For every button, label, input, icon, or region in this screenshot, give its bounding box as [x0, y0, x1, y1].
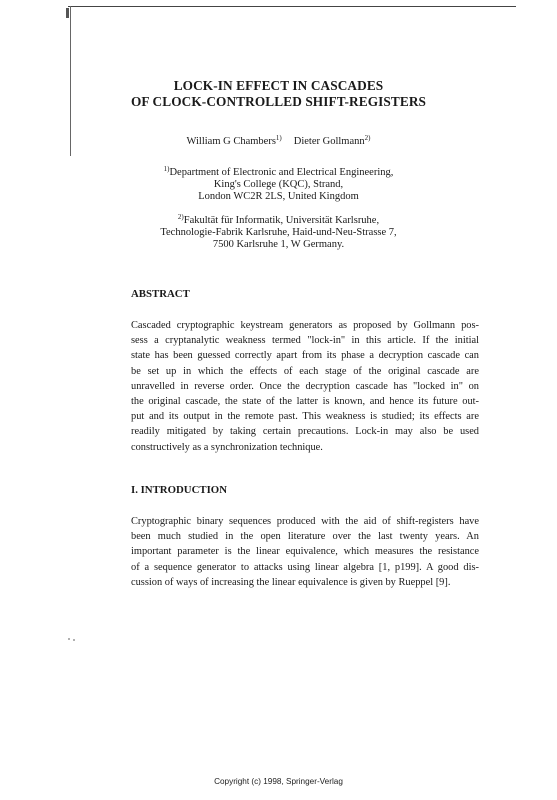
abstract-body	[131, 318, 479, 455]
introduction-heading: I. INTRODUCTION	[131, 484, 227, 496]
author-name: Dieter Gollmann	[293, 136, 365, 147]
text-line: important parameter is the linear equivalence, which measures the resistance	[131, 546, 479, 558]
affiliation-line: King's College (KQC), Strand,	[213, 179, 344, 190]
affiliation-line: 7500 Karlsruhe 1, W Germany.	[212, 239, 345, 250]
author-mark: 1)	[275, 134, 282, 142]
affiliation-mark: 2)	[177, 213, 184, 221]
affiliation-line: London WC2R 2LS, United Kingdom	[198, 191, 359, 202]
affiliation-line: Department of Electronic and Electrical Engineering,	[169, 167, 394, 178]
text-line: state has been guessed correctly apart from its phase a decryption cascade can	[131, 350, 479, 362]
text-line: constructively as a synchronization technique.	[131, 441, 323, 453]
top-rule	[68, 6, 516, 7]
text-line: sess a cryptanalytic weakness termed "lock-in" in this article. If the initial	[131, 335, 479, 347]
copyright-notice: Copyright (c) 1998, Springer-Verlag	[214, 777, 343, 786]
paper-title	[0, 78, 557, 110]
scan-mark	[66, 8, 69, 18]
affiliation-mark: 1)	[163, 165, 170, 173]
text-line: the original cascade, the state of the latter is known, and hence its future out-	[131, 396, 479, 408]
introduction-body	[131, 514, 479, 590]
affiliation-line: Technologie-Fabrik Karlsruhe, Haid-und-Neu-Strasse 7,	[160, 227, 397, 238]
text-line: put and its output in the remote past. This weakness is studied; its effects are	[131, 411, 479, 423]
author-mark: 2)	[364, 134, 371, 142]
affiliation-line: Fakultät für Informatik, Universität Karlsruhe,	[183, 215, 380, 226]
text-line: cussion of ways of increasing the linear equivalence is given by Rueppel [9].	[131, 576, 451, 588]
abstract-heading: ABSTRACT	[131, 288, 190, 300]
text-line: Cryptographic binary sequences produced with the aid of shift-registers have	[131, 516, 479, 527]
author-list	[0, 132, 557, 148]
text-line: of a sequence generator to attacks using linear algebra [1, p199]. A good dis-	[131, 561, 479, 573]
text-line: Cascaded cryptographic keystream generators as proposed by Gollmann pos-	[131, 320, 479, 331]
title-line-2: OF CLOCK-CONTROLLED SHIFT-REGISTERS	[130, 94, 427, 109]
scan-dot	[73, 639, 75, 641]
author-name: William G Chambers	[186, 136, 276, 147]
text-line: unravelled in reverse order. Once the decryption cascade has "locked in" on	[131, 380, 479, 392]
title-line-1: LOCK-IN EFFECT IN CASCADES	[173, 78, 384, 93]
text-line: readily mitigated by taking certain precautions. Lock-in may also be used	[131, 426, 479, 438]
affiliation-1	[0, 163, 557, 203]
text-line: been much studied in the open literature over the last twenty years. An	[131, 531, 479, 543]
scan-dot	[68, 638, 70, 640]
affiliation-2	[0, 211, 557, 251]
text-line: be set up in which the effects of each stage of the original cascade are	[131, 365, 479, 377]
